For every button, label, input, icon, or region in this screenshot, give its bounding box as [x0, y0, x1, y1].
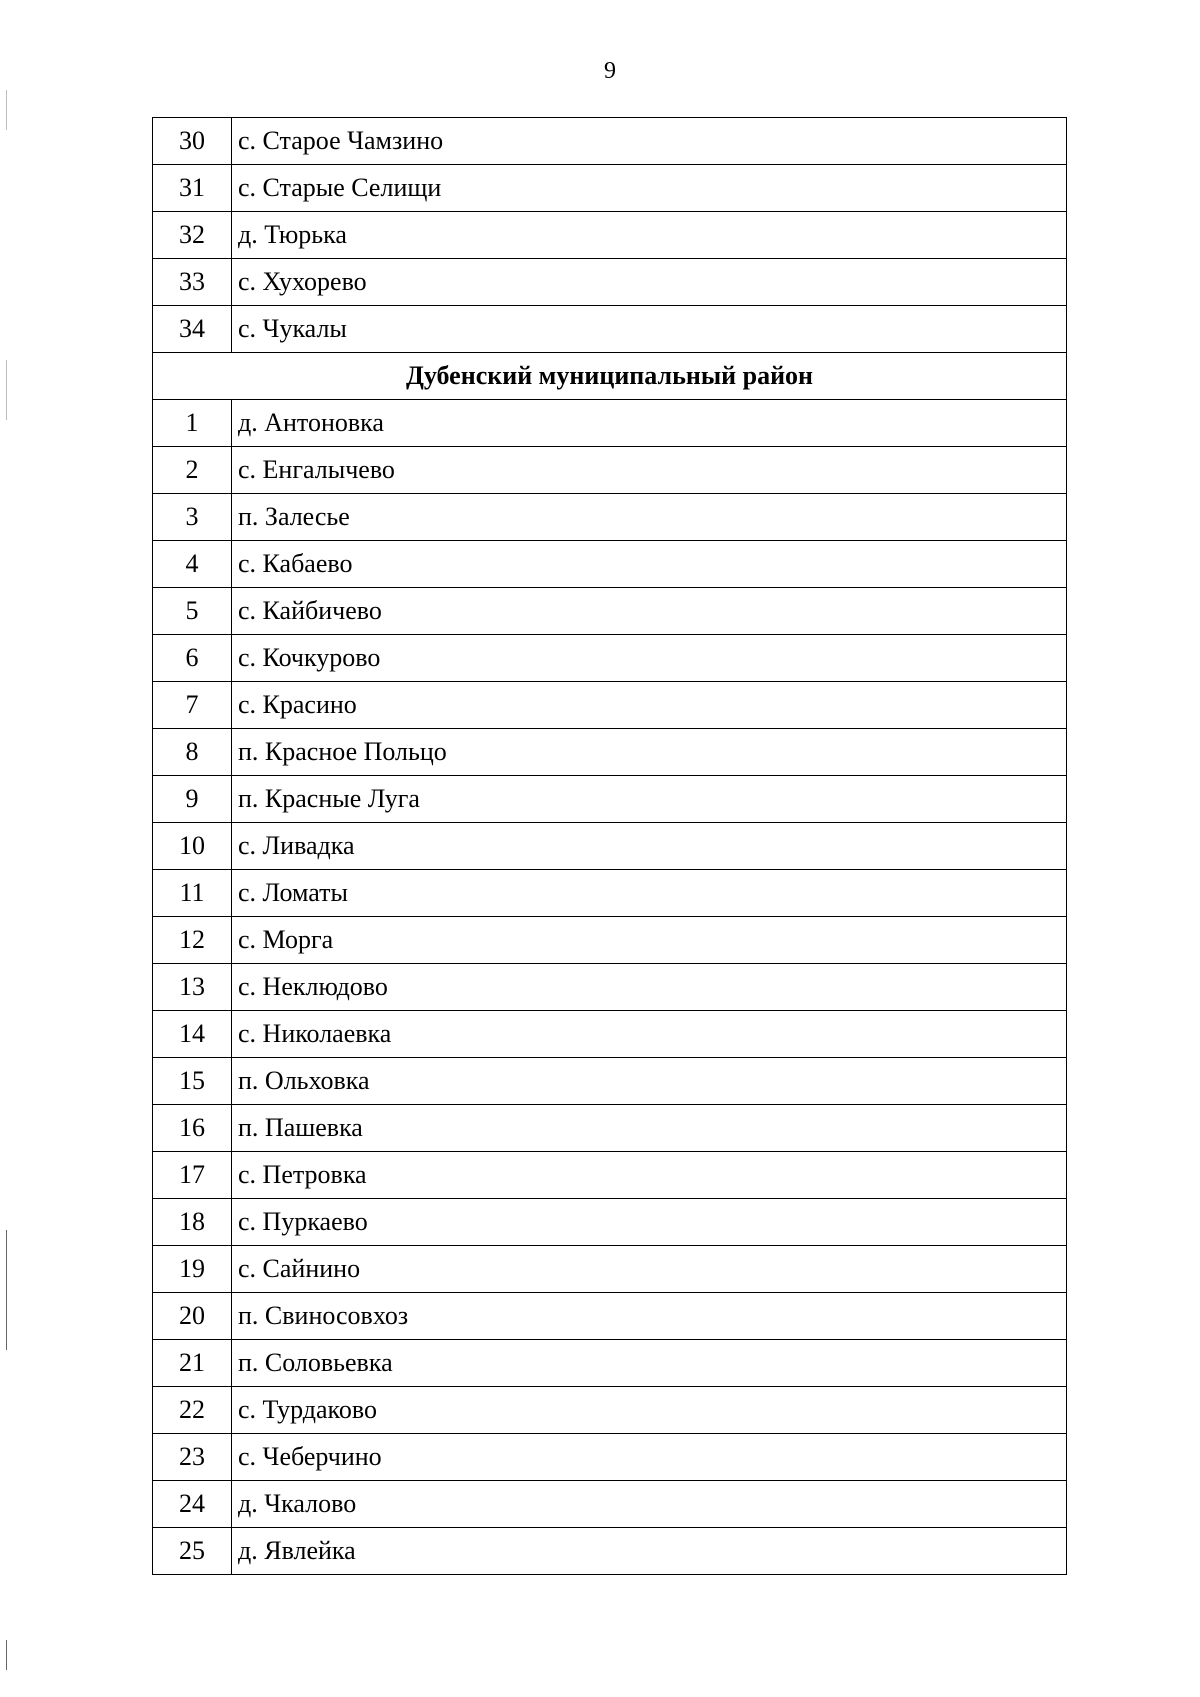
- settlements-table-body: [153, 118, 1067, 1575]
- table-row: [153, 118, 1067, 165]
- settlements-table: [152, 117, 1067, 1575]
- table-row: [153, 306, 1067, 353]
- table-row: [153, 588, 1067, 635]
- table-row: [153, 917, 1067, 964]
- row-number: 18: [153, 1199, 232, 1246]
- row-number: 24: [153, 1481, 232, 1528]
- settlement-name: с. Неклюдово: [232, 964, 1067, 1011]
- table-row: [153, 212, 1067, 259]
- scan-artifact-line: [6, 90, 7, 130]
- scan-artifact-line: [6, 1230, 7, 1350]
- table-row: [153, 1058, 1067, 1105]
- row-number: 34: [153, 306, 232, 353]
- row-number: 4: [153, 541, 232, 588]
- table-row: [153, 635, 1067, 682]
- table-row: [153, 1105, 1067, 1152]
- row-number: 12: [153, 917, 232, 964]
- settlement-name: с. Старое Чамзино: [232, 118, 1067, 165]
- settlement-name: п. Соловьевка: [232, 1340, 1067, 1387]
- settlement-name: с. Ломаты: [232, 870, 1067, 917]
- row-number: 6: [153, 635, 232, 682]
- row-number: 14: [153, 1011, 232, 1058]
- page-number: 9: [604, 58, 616, 84]
- settlement-name: с. Старые Селищи: [232, 165, 1067, 212]
- table-row: [153, 729, 1067, 776]
- row-number: 9: [153, 776, 232, 823]
- settlement-name: с. Сайнино: [232, 1246, 1067, 1293]
- row-number: 3: [153, 494, 232, 541]
- settlement-name: с. Турдаково: [232, 1387, 1067, 1434]
- settlement-name: д. Тюрька: [232, 212, 1067, 259]
- row-number: 15: [153, 1058, 232, 1105]
- settlement-name: п. Красные Луга: [232, 776, 1067, 823]
- settlement-name: с. Морга: [232, 917, 1067, 964]
- settlement-name: с. Кабаево: [232, 541, 1067, 588]
- table-row: [153, 1199, 1067, 1246]
- table-row: [153, 494, 1067, 541]
- row-number: 13: [153, 964, 232, 1011]
- table-row: [153, 1152, 1067, 1199]
- row-number: 7: [153, 682, 232, 729]
- table-row: [153, 1011, 1067, 1058]
- row-number: 21: [153, 1340, 232, 1387]
- table-row: [153, 1528, 1067, 1575]
- table-row: [153, 1340, 1067, 1387]
- table-row: [153, 541, 1067, 588]
- settlement-name: п. Свиносовхоз: [232, 1293, 1067, 1340]
- settlement-name: с. Петровка: [232, 1152, 1067, 1199]
- table-row: [153, 964, 1067, 1011]
- settlement-name: д. Явлейка: [232, 1528, 1067, 1575]
- row-number: 17: [153, 1152, 232, 1199]
- settlement-name: п. Красное Польцо: [232, 729, 1067, 776]
- table-row: [153, 165, 1067, 212]
- section-title: Дубенский муниципальный район: [153, 353, 1067, 400]
- row-number: 1: [153, 400, 232, 447]
- row-number: 25: [153, 1528, 232, 1575]
- table-row: [153, 1387, 1067, 1434]
- settlement-name: с. Николаевка: [232, 1011, 1067, 1058]
- settlement-name: с. Хухорево: [232, 259, 1067, 306]
- settlement-name: с. Енгалычево: [232, 447, 1067, 494]
- settlement-name: с. Кочкурово: [232, 635, 1067, 682]
- table-row: [153, 1434, 1067, 1481]
- row-number: 23: [153, 1434, 232, 1481]
- settlement-name: с. Чукалы: [232, 306, 1067, 353]
- settlement-name: с. Красино: [232, 682, 1067, 729]
- table-row: [153, 1293, 1067, 1340]
- settlement-name: п. Залесье: [232, 494, 1067, 541]
- table-row: [153, 776, 1067, 823]
- row-number: 2: [153, 447, 232, 494]
- row-number: 20: [153, 1293, 232, 1340]
- row-number: 30: [153, 118, 232, 165]
- scan-artifact-line: [6, 360, 7, 420]
- row-number: 31: [153, 165, 232, 212]
- row-number: 19: [153, 1246, 232, 1293]
- row-number: 11: [153, 870, 232, 917]
- settlement-name: п. Ольховка: [232, 1058, 1067, 1105]
- table-row: [153, 447, 1067, 494]
- settlement-name: с. Пуркаево: [232, 1199, 1067, 1246]
- row-number: 22: [153, 1387, 232, 1434]
- settlement-name: п. Пашевка: [232, 1105, 1067, 1152]
- settlement-name: с. Чеберчино: [232, 1434, 1067, 1481]
- row-number: 33: [153, 259, 232, 306]
- settlement-name: с. Кайбичево: [232, 588, 1067, 635]
- table-row: [153, 400, 1067, 447]
- row-number: 5: [153, 588, 232, 635]
- settlement-name: д. Антоновка: [232, 400, 1067, 447]
- table-row: [153, 682, 1067, 729]
- table-row: [153, 823, 1067, 870]
- row-number: 32: [153, 212, 232, 259]
- row-number: 10: [153, 823, 232, 870]
- settlement-name: д. Чкалово: [232, 1481, 1067, 1528]
- scan-artifact-line: [6, 1640, 7, 1670]
- settlement-name: с. Ливадка: [232, 823, 1067, 870]
- section-header-row: [153, 353, 1067, 400]
- row-number: 16: [153, 1105, 232, 1152]
- table-row: [153, 259, 1067, 306]
- row-number: 8: [153, 729, 232, 776]
- table-row: [153, 1246, 1067, 1293]
- table-row: [153, 870, 1067, 917]
- table-row: [153, 1481, 1067, 1528]
